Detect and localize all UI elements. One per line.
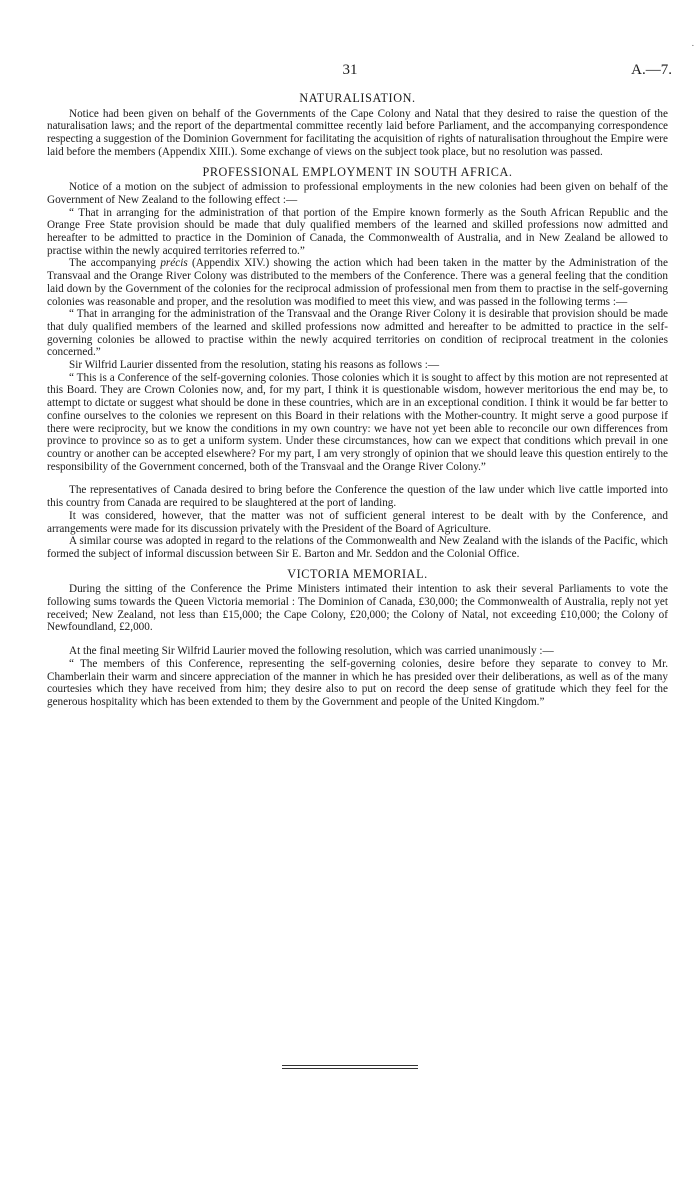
italic-text: précis	[160, 257, 188, 270]
page-reference: A.—7.	[631, 62, 672, 78]
closing-rule	[0, 1065, 700, 1069]
paragraph: Sir Wilfrid Laurier dissented from the resolution, stating his reasons as follows :—	[69, 359, 440, 372]
paragraph: The representatives of Canada desired to bring before the Conference the question of the law under which live cattle imported into this country from Canada are required to be slaughtered at the port of landing.	[47, 484, 668, 510]
paragraph: Notice of a motion on the subject of admission to professional employments in the new colonies had been given on behalf of the Government of New Zealand to the following effect :—	[47, 181, 668, 206]
quoted-resolution: “ That in arranging for the administration of the Transvaal and the Orange River Colony it is desirable that provision should be made that duly qualified members of the learned and skilled professions now admitted and hereafter to be admitted to practice in the self-governing colonies be allowed to practise within the newly acquired territories on condition of reciprocal treatment in the colonies concerned.”	[47, 308, 668, 359]
text-run: (Appendix XIV.) showing the action which had been taken in the matter by the Administration of the Transvaal and the Orange River Colony was distributed to the members of the Conference. There was a general feeling that the condition laid down by the Government of the colonies for the reciprocal admission of professional men from them to practise in the self-governing colonies was reasonable and proper, and the resolution was modified to meet this view, and was passed in the following terms :—	[47, 257, 668, 308]
paragraph	[47, 257, 668, 308]
paragraph: At the final meeting Sir Wilfrid Laurier moved the following resolution, which was carried unanimously :—	[69, 645, 554, 658]
section-heading-victoria-memorial: VICTORIA MEMORIAL.	[287, 566, 428, 581]
text-run: The accompanying	[69, 257, 161, 270]
quoted-motion: “ That in arranging for the administration of that portion of the Empire known formerly as the South African Republic and the Orange Free State provision should be made that duly qualified members of the learned and skilled professions now admitted and hereafter to be admitted to practice in the Dominion of Canada, the Commonwealth of Australia, and in New Zealand be allowed to practise within the newly acquired territories referred to.”	[47, 206, 668, 257]
section-professional-employment	[47, 166, 668, 474]
corner-mark: .	[691, 38, 694, 48]
quoted-resolution: “ The members of this Conference, representing the self-governing colonies, desire before they separate to convey to Mr. Chamberlain their warm and sincere appreciation of the manner in which he has presided over their deliberations, as well as of the many courtesies which they have received from him; they desire also to put on record the deep sense of gratitude which they feel for the generous hospitality which has been extended to them by the Government and people of the United Kingdom.”	[47, 657, 668, 708]
paragraph: A similar course was adopted in regard to the relations of the Commonwealth and New Zealand with the islands of the Pacific, which formed the subject of informal discussion between Sir E. Barton and Mr. Seddon and the Colonial Office.	[47, 535, 668, 560]
section-naturalisation	[47, 92, 668, 159]
section-heading-naturalisation: NATURALISATION.	[299, 91, 416, 105]
quoted-statement: “ This is a Conference of the self-governing colonies. Those colonies which it is sought to affect by this motion are not represented at this Board. They are Crown Colonies now, and, for my part, I think it is questionable wisdom, however meritorious the end may be, to attempt to dictate or suggest what should be done in these countries, which are in an exceptional condition. I think it would be far better to confine ourselves to the colonies we represent on this Board in their relations with the Mother-country. It might serve a good purpose if there were reciprocity, but we know the conditions in my own country: we have not yet been able to reconcile our own differences from province to province so as to get a uniform system. Under these circumstances, how can we expect that conditions which prevail in one country or another can be accepted elsewhere? For my part, I am very strongly of opinion that we should leave this question entirely to the responsibility of the Government concerned, both of the Transvaal and the Orange River Colony.”	[47, 371, 668, 473]
section-heading-professional-employment: PROFESSIONAL EMPLOYMENT IN SOUTH AFRICA.	[202, 164, 513, 179]
paragraph: Notice had been given on behalf of the Governments of the Cape Colony and Natal that they desired to raise the question of the naturalisation laws; and the report of the departmental committee recently laid before Parliament, and the accompanying correspondence respecting a suggestion of the Dominion Government for facilitating the acquisition of rights of naturalisation throughout the Empire were laid before the members (Appendix XIII.). Some exchange of views on the subject took place, but no resolution was passed.	[47, 107, 668, 158]
page-body	[47, 92, 668, 709]
paragraph: It was considered, however, that the matter was not of sufficient general interest to be dealt with by the Conference, and arrangements were made for its discussion privately with the President of the Board of Agriculture.	[47, 509, 668, 535]
section-victoria-memorial	[47, 568, 668, 709]
divider	[282, 1065, 418, 1069]
page-number: 31	[342, 62, 358, 78]
paragraph: During the sitting of the Conference the Prime Ministers intimated their intention to ask their several Parliaments to vote the following sums towards the Queen Victoria memorial : The Dominion of Canada, £30,000; the Commonwealth of Australia, reply not yet received; New Zealand, not less than £15,000; the Cape Colony, £20,000; the Colony of Natal, not exceeding £10,000; the Colony of Newfoundland, £2,000.	[47, 583, 668, 634]
section-cattle-and-pacific	[47, 484, 668, 560]
